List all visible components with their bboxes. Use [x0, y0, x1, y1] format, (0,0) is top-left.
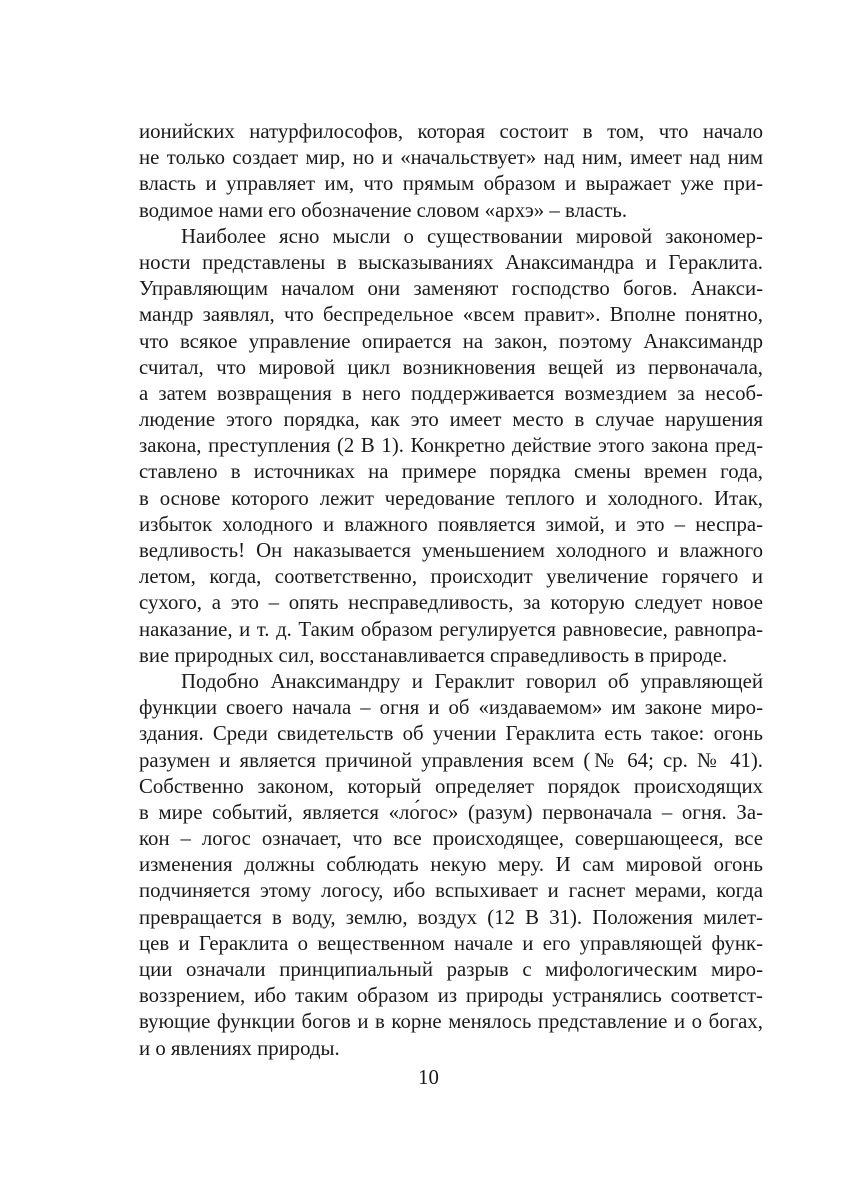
text-line: ставлено в источниках на примере порядка смены времен года,: [139, 460, 763, 484]
text-line: а затем возвращения в него поддерживается возмездием за несоб-: [139, 381, 763, 405]
text-line: что всякое управление опирается на закон, поэтому Анаксимандр: [139, 329, 763, 353]
text-line: цев и Гераклита о вещественном начале и его управляющей функ-: [139, 931, 763, 955]
text-line: ионийских натурфилософов, которая состоит в том, что начало: [139, 120, 763, 143]
text-line: Подобно Анаксимандру и Гераклит говорил об управляющей: [181, 669, 763, 693]
text-line: в основе которого лежит чередование теплого и холодного. Итак,: [139, 486, 763, 510]
paragraph: [139, 224, 763, 669]
page-body: [139, 119, 763, 1062]
text-line: воззрением, ибо таким образом из природы устранялись соответст-: [139, 984, 763, 1008]
text-line: в мире событий, является «ло́гос» (разум) первоначала – огня. За-: [139, 800, 763, 824]
page-number: 10: [418, 1066, 439, 1089]
text-line: людение этого порядка, как это имеет место в случае нарушения: [139, 408, 763, 432]
text-line: вие природных сил, восстанавливается справедливость в природе.: [139, 643, 728, 667]
text-line: подчиняется этому логосу, ибо вспыхивает и гаснет мерами, когда: [139, 879, 763, 903]
text-line: избыток холодного и влажного появляется зимой, и это – неспра-: [139, 512, 763, 536]
text-line: не только создает мир, но и «начальствует» над ним, имеет над ним: [139, 146, 763, 170]
text-line: Собственно законом, который определяет порядок происходящих: [139, 774, 763, 798]
text-line: превращается в воду, землю, воздух (12 В 31). Положения милет-: [139, 905, 763, 929]
text-line: Наиболее ясно мысли о существовании мировой закономер-: [181, 224, 763, 248]
text-line: ности представлены в высказываниях Анаксимандра и Гераклита.: [139, 250, 763, 274]
text-line: мандр заявлял, что беспредельное «всем правит». Вполне понятно,: [139, 303, 763, 327]
text-line: сухого, а это – опять несправедливость, за которую следует новое: [139, 591, 763, 615]
text-line: ведливость! Он наказывается уменьшением холодного и влажного: [139, 539, 763, 562]
paragraph: [139, 669, 763, 1062]
text-line: кон – логос означает, что все происходящее, совершающееся, все: [139, 827, 763, 851]
text-line: водимое нами его обозначение словом «архэ» – власть.: [139, 198, 628, 222]
text-line: здания. Среди свидетельств об учении Гераклита есть такое: огонь: [139, 722, 763, 746]
text-line: закона, преступления (2 В 1). Конкретно действие этого закона пред-: [139, 434, 763, 458]
text-line: ции означали принципиальный разрыв с мифологическим миро-: [139, 958, 763, 981]
text-line: власть и управляет им, что прямым образом и выражает уже при-: [139, 172, 763, 196]
text-line: наказание, и т. д. Таким образом регулируется равновесие, равнопра-: [139, 617, 763, 641]
text-line: функции своего начала – огня и об «издаваемом» им законе миро-: [139, 696, 763, 720]
paragraph: [139, 119, 763, 224]
text-line: изменения должны соблюдать некую меру. И сам мировой огонь: [139, 853, 763, 877]
text-line: летом, когда, соответственно, происходит увеличение горячего и: [139, 565, 763, 589]
text-line: и о явлениях природы.: [139, 1036, 340, 1060]
text-line: разумен и является причиной управления всем (№ 64; ср. № 41).: [139, 748, 763, 772]
text-line: Управляющим началом они заменяют господство богов. Анакси-: [139, 277, 763, 301]
text-line: вующие функции богов и в корне менялось представление и о богах,: [139, 1010, 763, 1034]
text-line: считал, что мировой цикл возникновения вещей из первоначала,: [139, 355, 763, 379]
